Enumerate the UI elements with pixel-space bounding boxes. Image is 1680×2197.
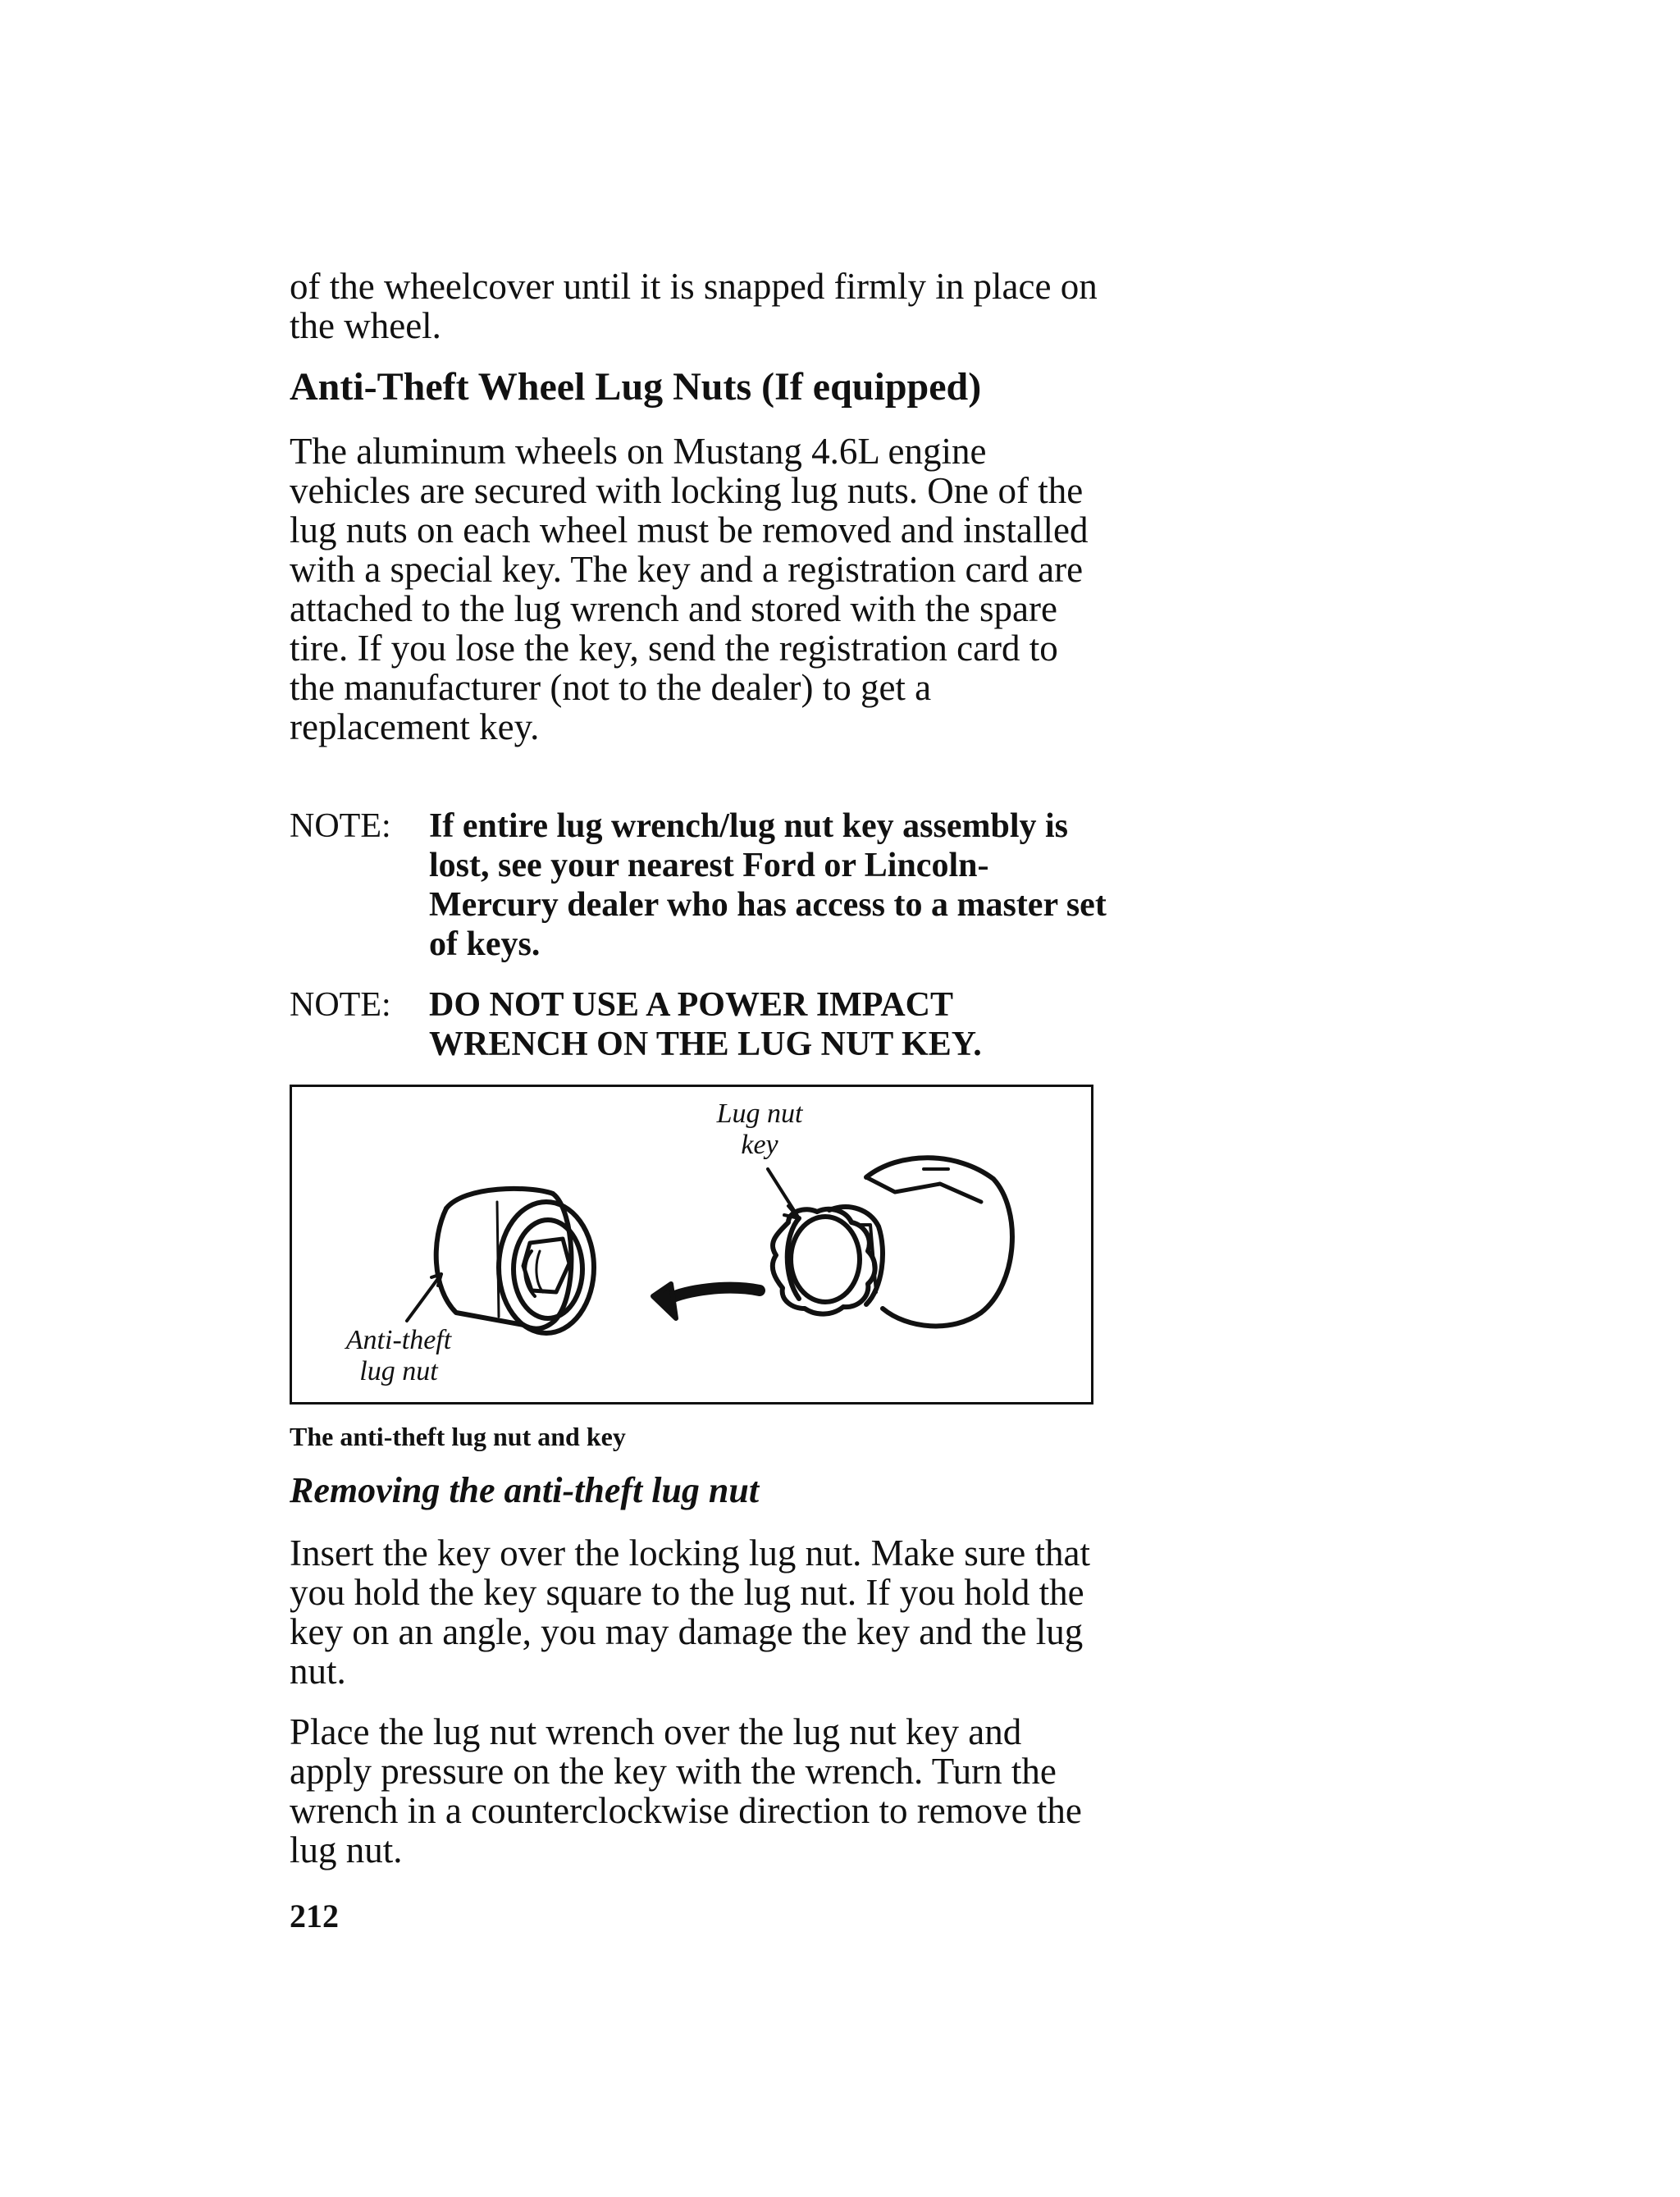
note-text: DO NOT USE A POWER IMPACT WRENCH ON THE LUG NUT KEY. bbox=[429, 986, 982, 1063]
removing-body-1 bbox=[290, 1533, 1110, 1691]
section-heading-block bbox=[290, 364, 1110, 409]
removing-subheading: Removing the anti-theft lug nut bbox=[290, 1470, 760, 1510]
note-label: NOTE: bbox=[290, 986, 391, 1024]
note-text: If entire lug wrench/lug nut key assembly is lost, see your nearest Ford or Lincoln-Mercury dealer who has access to a master set of keys. bbox=[429, 807, 1107, 963]
lug-nut-key-drawing bbox=[768, 1158, 1012, 1326]
removing-heading-block bbox=[290, 1469, 1110, 1511]
arrow-icon bbox=[653, 1284, 760, 1318]
nut-pointer-line bbox=[407, 1274, 441, 1321]
anti-theft-lug-nut-drawing bbox=[436, 1189, 594, 1333]
section-paragraph: The aluminum wheels on Mustang 4.6L engine vehicles are secured with locking lug nuts. One of the lug nuts on each wheel must be removed and installed with a special key. The key and a registration card are attached to the lug wrench and stored with the spare tire. If you lose the key, send the registration card to the manufacturer (not to the dealer) to get a replacement key. bbox=[290, 431, 1089, 747]
intro-block bbox=[290, 267, 1110, 345]
anti-theft-lug-nut-label: Anti-theft lug nut bbox=[345, 1325, 452, 1386]
section-heading: Anti-Theft Wheel Lug Nuts (If equipped) bbox=[290, 365, 982, 409]
page-number: 212 bbox=[290, 1898, 339, 1934]
removing-paragraph-1: Insert the key over the locking lug nut. Make sure that you hold the key square to the lug nut. If you hold the key on an angle, you may damage the key and the lug nut. bbox=[290, 1532, 1090, 1692]
removing-body-2 bbox=[290, 1712, 1110, 1870]
removing-paragraph-2: Place the lug nut wrench over the lug nut key and apply pressure on the key with the wrench. Turn the wrench in a counterclockwise direction to remove the lug nut. bbox=[290, 1711, 1082, 1870]
lug-nut-figure bbox=[290, 1085, 1093, 1405]
lug-nut-key-label: Lug nut key bbox=[716, 1098, 803, 1160]
note-label: NOTE: bbox=[290, 807, 391, 845]
section-body-block bbox=[290, 432, 1110, 747]
figure-caption: The anti-theft lug nut and key bbox=[290, 1422, 626, 1451]
intro-paragraph: of the wheelcover until it is snapped firmly in place on the wheel. bbox=[290, 266, 1098, 346]
